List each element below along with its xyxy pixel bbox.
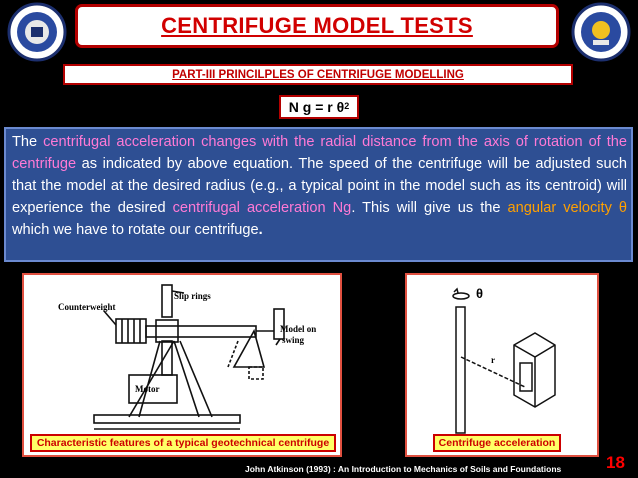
theta-symbol: θ xyxy=(476,286,484,301)
label-model-on: Model on xyxy=(280,324,317,334)
page-number: 18 xyxy=(606,453,625,472)
equation-exponent: 2 xyxy=(344,101,350,111)
text-segment: . xyxy=(258,222,263,238)
text-segment: as indicated by above equation. The speed of the centrifuge will be adjusted such that the model at the desired radius (e.g., a typical point in the model such as its centroid) will experience the desired xyxy=(12,156,627,216)
highlight-centrifugal-acceleration: centrifugal acceleration changes with the radial distance from the axis of rotation of the centrifuge xyxy=(12,134,627,172)
section-subtitle: PART-III PRINCILPLES OF CENTRIFUGE MODELLING xyxy=(172,68,464,81)
label-radius: r xyxy=(491,355,495,365)
page-title: CENTRIFUGE MODEL TESTS xyxy=(161,13,473,38)
label-motor: Motor xyxy=(135,384,160,394)
title-banner xyxy=(75,4,559,48)
university-logo-left xyxy=(3,2,71,62)
equation-box xyxy=(279,95,359,119)
label-slip-rings: Slip rings xyxy=(174,291,211,301)
centrifuge-diagram xyxy=(22,273,342,457)
text-segment: . This will give us the xyxy=(351,200,508,216)
explanation-paragraph xyxy=(4,127,633,262)
text-segment: which we have to rotate our centrifuge xyxy=(12,222,259,238)
label-counterweight: Counterweight xyxy=(58,302,116,312)
text-segment: The xyxy=(12,134,44,150)
acceleration-diagram xyxy=(405,273,599,457)
highlight-acceleration-ng: centrifugal acceleration Ng xyxy=(172,200,352,216)
university-logo-right xyxy=(567,2,635,62)
reference-citation: John Atkinson (1993) : An Introduction to Mechanics of Soils and Foundations xyxy=(245,464,562,474)
label-swing: swing xyxy=(282,335,305,345)
highlight-angular-velocity: angular velocity θ xyxy=(507,200,627,216)
caption-acceleration: Centrifuge acceleration xyxy=(433,434,561,452)
caption-centrifuge: Characteristic features of a typical geotechnical centrifuge xyxy=(30,434,336,452)
subtitle-banner xyxy=(63,64,573,85)
equation-base: N g = r θ xyxy=(288,99,345,115)
